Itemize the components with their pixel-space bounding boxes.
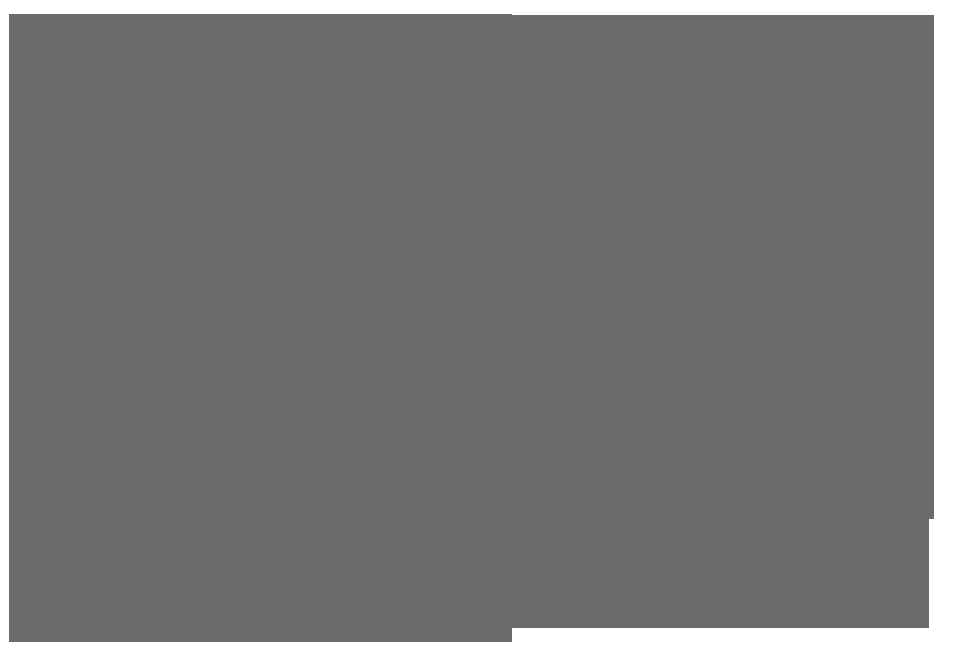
right-lower-blank-window-panel: [512, 519, 929, 628]
right-upper-blank-window-panel: [512, 15, 934, 519]
left-blank-window-panel: [9, 14, 512, 642]
